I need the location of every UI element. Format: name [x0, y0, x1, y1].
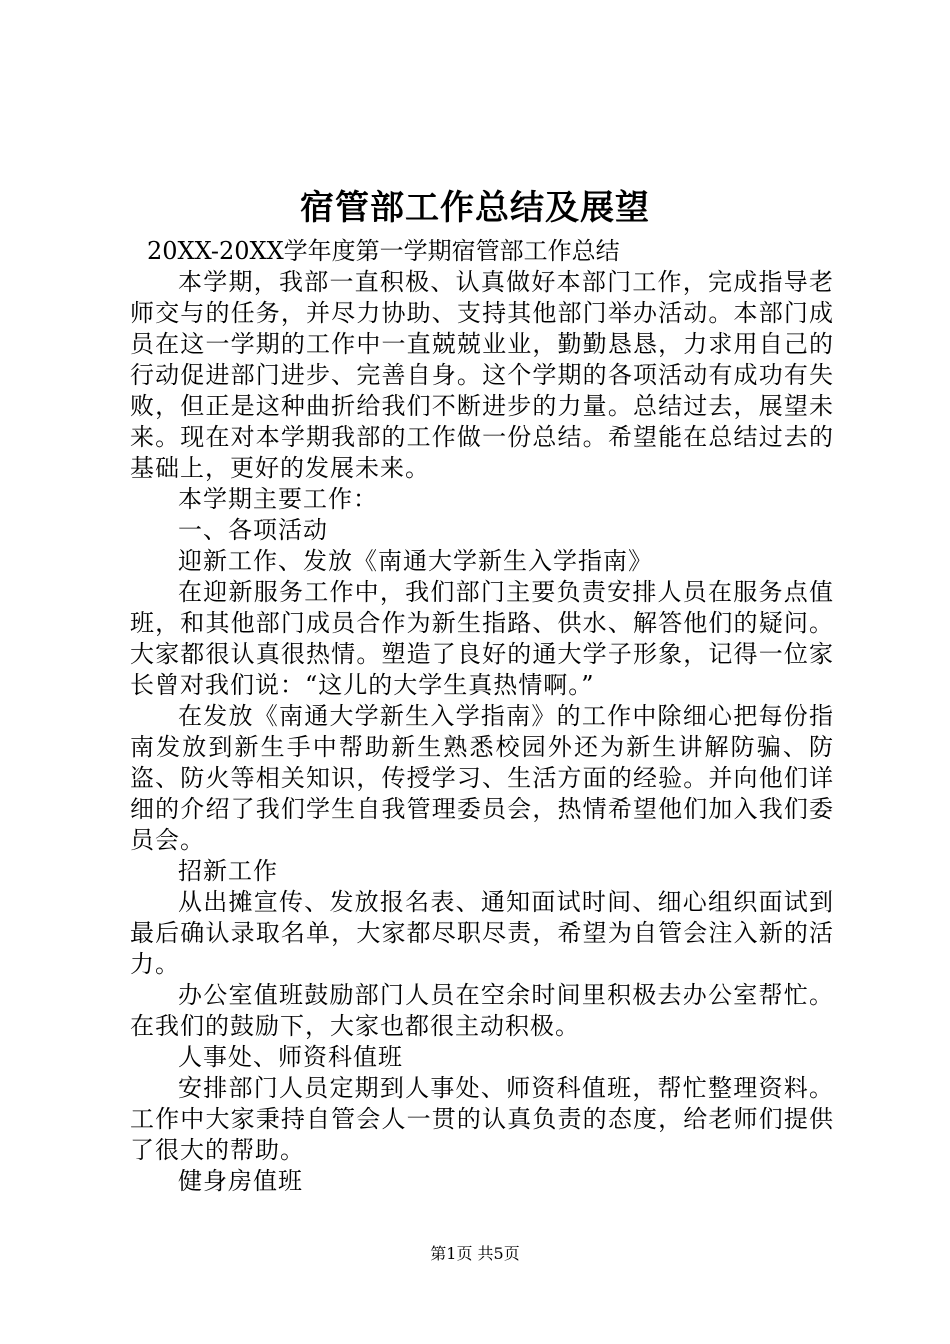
paragraph-welcome-service: 在迎新服务工作中，我们部门主要负责安排人员在服务点值班，和其他部门成员合作为新生指路、供水、解答他们的疑问。大家都很认真很热情。塑造了良好的通大学子形象，记得一位家长曾对我们说：“这儿的大学生真热情啊。”: [130, 578, 834, 699]
paragraph-guide-distribution: 在发放《南通大学新生入学指南》的工作中除细心把每份指南发放到新生手中帮助新生熟悉校园外还为新生讲解防骗、防盗、防火等相关知识，传授学习、生活方面的经验。并向他们详细的介绍了我们学生自我管理委员会，热情希望他们加入我们委员会。: [130, 702, 834, 854]
paragraph-recruitment: 从出摊宣传、发放报名表、通知面试时间、细心组织面试到最后确认录取名单，大家都尽职尽责，希望为自管会注入新的活力。: [130, 888, 834, 978]
section-heading-main-work: 本学期主要工作：: [178, 485, 378, 513]
subheading-gym-duty: 健身房值班: [178, 1167, 303, 1195]
paragraph-office-duty: 办公室值班鼓励部门人员在空余时间里积极去办公室帮忙。在我们的鼓励下，大家也都很主动积极。: [130, 981, 834, 1040]
document-body: [130, 236, 834, 1197]
subheading-recruitment: 招新工作: [178, 857, 278, 885]
page-footer: 第1页 共5页: [430, 1244, 520, 1263]
paragraph-subtitle: 20XX-20XX学年度第一学期宿管部工作总结: [147, 237, 620, 265]
paragraph-personnel-duty: 安排部门人员定期到人事处、师资科值班，帮忙整理资料。工作中大家秉持自管会人一贯的认真负责的态度，给老师们提供了很大的帮助。: [130, 1074, 834, 1164]
paragraph-intro: 本学期，我部一直积极、认真做好本部门工作，完成指导老师交与的任务，并尽力协助、支持其他部门举办活动。本部门成员在这一学期的工作中一直兢兢业业，勤勤恳恳，力求用自己的行动促进部门进步、完善自身。这个学期的各项活动有成功有失败，但正是这种曲折给我们不断进步的力量。总结过去，展望未来。现在对本学期我部的工作做一份总结。希望能在总结过去的基础上，更好的发展未来。: [130, 268, 834, 482]
subheading-welcome-work: 迎新工作、发放《南通大学新生入学指南》: [178, 547, 653, 575]
section-heading-activities: 一、各项活动: [178, 516, 328, 544]
document-title: 宿管部工作总结及展望: [300, 188, 650, 228]
subheading-personnel-duty: 人事处、师资科值班: [178, 1043, 403, 1071]
